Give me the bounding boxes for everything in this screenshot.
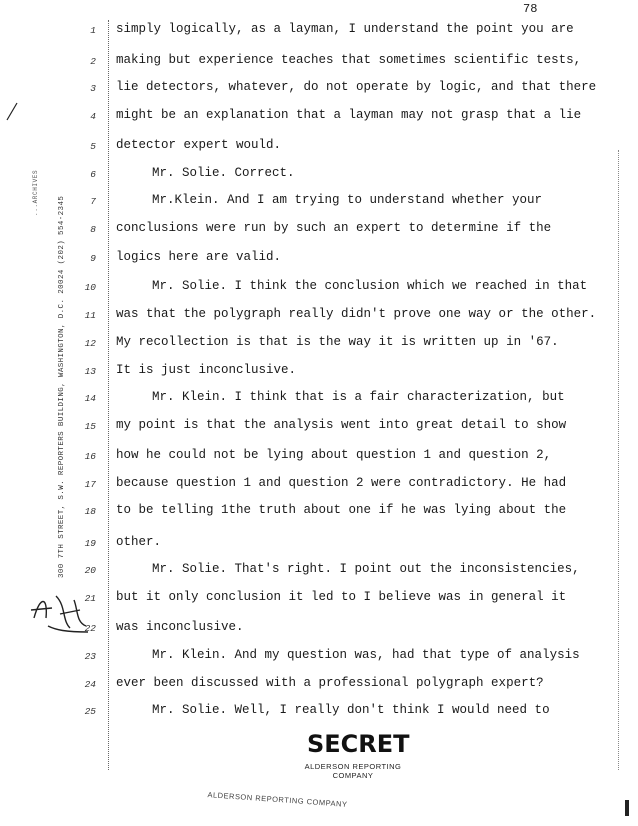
transcript-line: My recollection is that is the way it is written up in '67.	[116, 335, 559, 349]
line-number: 11	[84, 310, 96, 321]
secret-stamp: SECRET	[307, 730, 410, 758]
line-number: 1	[90, 25, 96, 36]
line-number: 15	[84, 421, 96, 432]
line-number: 9	[90, 253, 96, 264]
transcript-line: It is just inconclusive.	[116, 363, 297, 377]
line-number: 7	[90, 196, 96, 207]
transcript-line: Mr.Klein. And I am trying to understand whether your	[152, 193, 543, 207]
handwritten-initials	[26, 588, 98, 638]
transcript-line: because question 1 and question 2 were contradictory. He had	[116, 476, 567, 490]
line-number: 8	[90, 224, 96, 235]
line-number: 14	[84, 393, 96, 404]
page-number: 78	[523, 2, 538, 16]
reporter-footer: ALDERSON REPORTING COMPANY	[304, 762, 402, 780]
transcript-line: Mr. Solie. I think the conclusion which we reached in that	[152, 279, 588, 293]
line-number: 12	[84, 338, 96, 349]
transcript-line: simply logically, as a layman, I understand the point you are	[116, 22, 574, 36]
line-number: 13	[84, 366, 96, 377]
margin-tick-mark	[4, 102, 20, 122]
transcript-line: might be an explanation that a layman may not grasp that a lie	[116, 108, 582, 122]
right-margin-rule	[618, 150, 620, 770]
line-number: 5	[90, 141, 96, 152]
line-number: 22	[84, 623, 96, 634]
line-number: 21	[84, 593, 96, 604]
transcript-line: but it only conclusion it led to I believe was in general it	[116, 590, 567, 604]
transcript-line: Mr. Klein. And my question was, had that type of analysis	[152, 648, 580, 662]
transcript-line: was that the polygraph really didn't prove one way or the other.	[116, 307, 597, 321]
transcript-line: Mr. Solie. Correct.	[152, 166, 295, 180]
line-number: 23	[84, 651, 96, 662]
transcript-line: lie detectors, whatever, do not operate by logic, and that there	[116, 80, 597, 94]
reporter-footer-bleed: ALDERSON REPORTING COMPANY	[207, 790, 348, 809]
line-number: 6	[90, 169, 96, 180]
transcript-line: Mr. Klein. I think that is a fair characterization, but	[152, 390, 565, 404]
transcript-line: conclusions were run by such an expert to determine if the	[116, 221, 552, 235]
line-number: 24	[84, 679, 96, 690]
transcript-line: ever been discussed with a professional polygraph expert?	[116, 676, 544, 690]
line-number: 10	[84, 282, 96, 293]
transcript-line: making but experience teaches that sometimes scientific tests,	[116, 53, 582, 67]
line-number: 19	[84, 538, 96, 549]
archive-stamp-vertical: ...ARCHIVES	[32, 169, 39, 216]
transcript-line: Mr. Solie. Well, I really don't think I would need to	[152, 703, 550, 717]
line-number: 18	[84, 506, 96, 517]
line-number: 3	[90, 83, 96, 94]
transcript-line: how he could not be lying about question 1 and question 2,	[116, 448, 552, 462]
reporter-address-vertical: 300 7TH STREET, S.W. REPORTERS BUILDING, WASHINGTON, D.C. 20024 (202) 554-2345	[58, 195, 66, 578]
line-number: 4	[90, 111, 96, 122]
transcript-line: my point is that the analysis went into great detail to show	[116, 418, 567, 432]
corner-mark	[625, 800, 629, 816]
transcript-line: was inconclusive.	[116, 620, 244, 634]
left-margin-rule	[108, 20, 110, 770]
line-number: 16	[84, 451, 96, 462]
transcript-line: to be telling 1the truth about one if he was lying about the	[116, 503, 567, 517]
line-number: 17	[84, 479, 96, 490]
line-number: 2	[90, 56, 96, 67]
transcript-line: detector expert would.	[116, 138, 282, 152]
line-number: 20	[84, 565, 96, 576]
transcript-line: logics here are valid.	[116, 250, 282, 264]
transcript-line: other.	[116, 535, 162, 549]
line-number: 25	[84, 706, 96, 717]
transcript-line: Mr. Solie. That's right. I point out the inconsistencies,	[152, 562, 580, 576]
